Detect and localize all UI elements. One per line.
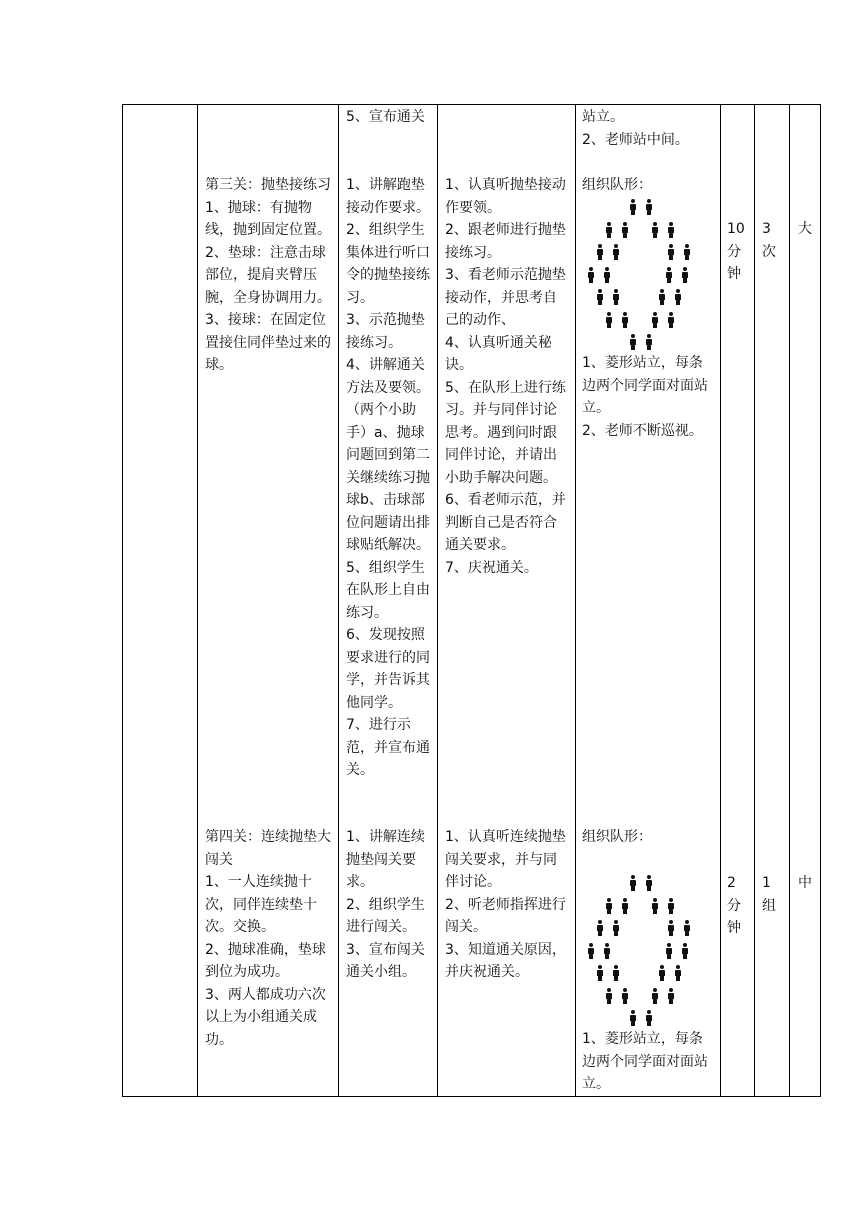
person-icon	[652, 312, 658, 328]
person-icon	[666, 267, 672, 283]
person-icon	[597, 920, 603, 936]
level4-organization-title: 组织队形：	[582, 829, 652, 845]
level3-teacher-activity: 1、讲解跑垫接动作要求。 2、组织学生集体进行听口令的抛垫接练习。 3、示范抛垫接练习。 4、讲解通关方法及要领。（两个小助手）a、抛球问题回到第二关继续练习抛球b、击球部位问题请出排球贴纸解决。 5、组织学生在队形上自由练习。 6、发现按照要求进行的同学，并告诉其他同学。 7、进行示范，并宣布通关。	[346, 177, 430, 778]
person-icon	[588, 267, 594, 283]
column-divider	[122, 104, 123, 1097]
column-divider	[789, 104, 790, 1097]
level3-count: 3 次	[762, 221, 776, 260]
person-icon	[682, 267, 688, 283]
level4-intensity: 中	[798, 875, 812, 891]
column-divider	[754, 104, 755, 1097]
person-icon	[597, 244, 603, 260]
person-icon	[613, 965, 619, 981]
person-icon	[668, 244, 674, 260]
person-icon	[668, 988, 674, 1004]
person-icon	[622, 222, 628, 238]
person-icon	[604, 943, 610, 959]
level4-content: 第四关：连续抛垫大闯关 1、一人连续抛十次，同伴连续垫十次。交换。 2、抛球准确，垫球到位为成功。 3、两人都成功六次以上为小组通关成功。	[205, 829, 331, 1048]
table-bottom-border	[122, 1096, 820, 1097]
level4-count: 1 组	[762, 875, 776, 914]
teacher-activity-continued: 5、宣布通关	[346, 109, 425, 125]
level3-student-activity: 1、认真听抛垫接动作要领。 2、跟老师进行抛垫接练习。 3、看老师示范抛垫接动作，并思考自己的动作、 4、认真听通关秘诀。 5、在队形上进行练习。并与同伴讨论思考。遇到问时跟同伴讨论，并请出小助手解决问题。 6、看老师示范，并判断自己是否符合通关要求。 7、庆祝通关。	[445, 177, 566, 576]
person-icon	[646, 199, 652, 215]
person-icon	[675, 289, 681, 305]
person-icon	[606, 312, 612, 328]
person-icon	[613, 920, 619, 936]
organization-continued: 站立。 2、老师站中间。	[582, 109, 689, 148]
person-icon	[606, 898, 612, 914]
column-divider	[720, 104, 721, 1097]
level4-student-activity: 1、认真听连续抛垫闯关要求，并与同伴讨论。 2、听老师指挥进行闯关。 3、知道通关原因，并庆祝通关。	[445, 829, 566, 980]
level3-intensity: 大	[798, 221, 812, 237]
person-icon	[646, 334, 652, 350]
person-icon	[630, 875, 636, 891]
person-icon	[646, 875, 652, 891]
column-divider	[338, 104, 339, 1097]
person-icon	[684, 244, 690, 260]
person-icon	[652, 898, 658, 914]
person-icon	[630, 199, 636, 215]
person-icon	[606, 988, 612, 1004]
person-icon	[597, 965, 603, 981]
person-icon	[684, 920, 690, 936]
level3-content: 第三关：抛垫接练习 1、抛球：有抛物线，抛到固定位置。 2、垫球：注意击球部位，提肩夹臂压腕，全身协调用力。 3、接球：在固定位置接住同伴垫过来的球。	[205, 177, 331, 373]
level3-time: 10 分 钟	[727, 221, 745, 282]
person-icon	[597, 289, 603, 305]
table-top-border	[122, 104, 820, 105]
person-icon	[668, 312, 674, 328]
person-icon	[606, 222, 612, 238]
person-icon	[622, 312, 628, 328]
column-divider	[575, 104, 576, 1097]
person-icon	[675, 965, 681, 981]
level4-organization-notes: 1、菱形站立，每条边两个同学面对面站立。	[582, 1031, 708, 1092]
person-icon	[682, 943, 688, 959]
person-icon	[604, 267, 610, 283]
person-icon	[630, 334, 636, 350]
level3-organization-notes: 1、菱形站立，每条边两个同学面对面站立。 2、老师不断巡视。	[582, 355, 708, 439]
person-icon	[613, 244, 619, 260]
person-icon	[668, 898, 674, 914]
person-icon	[668, 920, 674, 936]
person-icon	[652, 988, 658, 1004]
person-icon	[622, 988, 628, 1004]
person-icon	[630, 1010, 636, 1026]
person-icon	[668, 222, 674, 238]
person-icon	[659, 965, 665, 981]
level3-organization-title: 组织队形：	[582, 177, 652, 193]
person-icon	[613, 289, 619, 305]
person-icon	[588, 943, 594, 959]
person-icon	[652, 222, 658, 238]
person-icon	[646, 1010, 652, 1026]
person-icon	[666, 943, 672, 959]
person-icon	[659, 289, 665, 305]
person-icon	[622, 898, 628, 914]
level4-teacher-activity: 1、讲解连续抛垫闯关要求。 2、组织学生进行闯关。 3、宣布闯关通关小组。	[346, 829, 425, 980]
column-divider	[820, 104, 821, 1097]
level4-time: 2 分 钟	[727, 875, 741, 936]
column-divider	[197, 104, 198, 1097]
column-divider	[437, 104, 438, 1097]
